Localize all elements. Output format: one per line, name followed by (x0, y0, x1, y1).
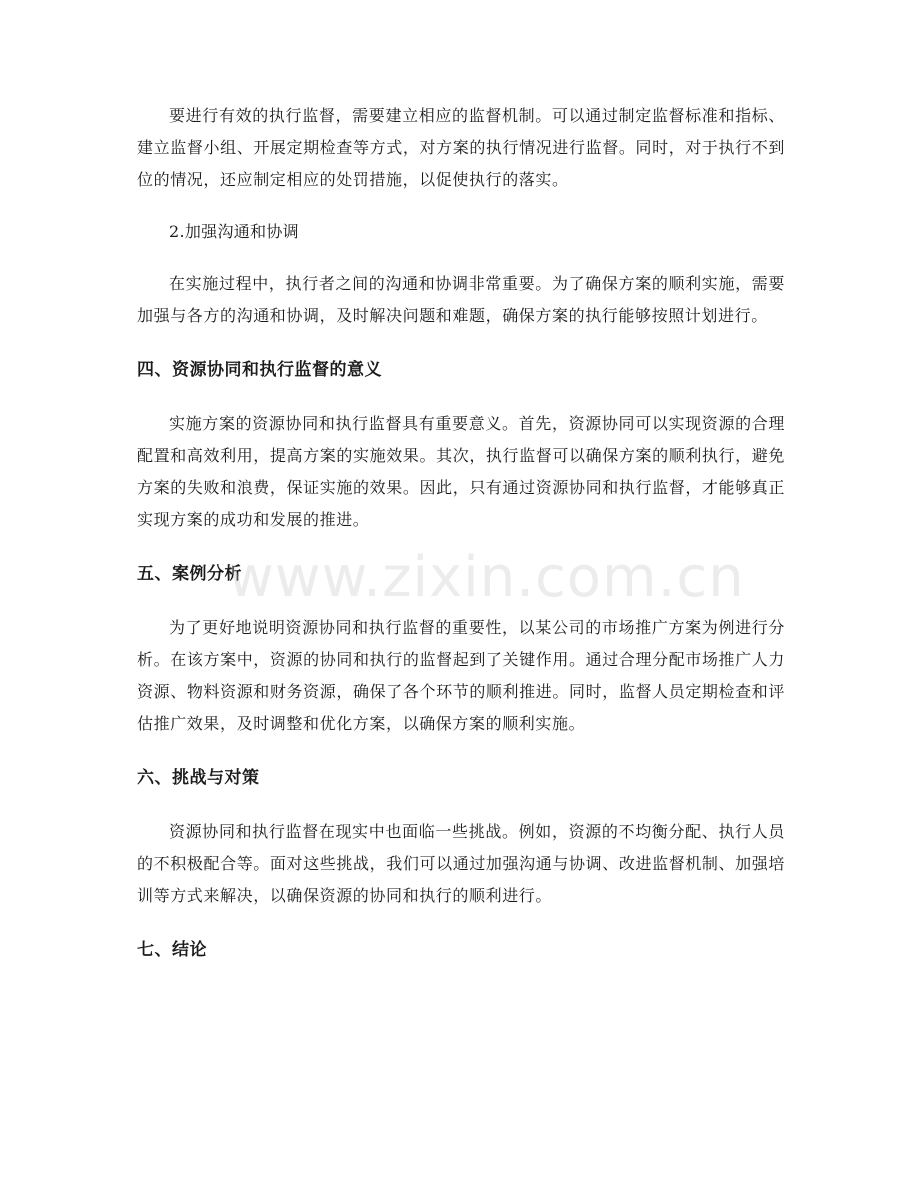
heading-case-study: 五、案例分析 (137, 564, 242, 584)
paragraph-challenges: 资源协同和执行监督在现实中也面临一些挑战。例如，资源的不均衡分配、执行人员的不积极配合等。面对这些挑战，我们可以通过加强沟通与协调、改进监督机制、加强培训等方式来解决，以确保资源的协同和执行的顺利进行。 (137, 822, 785, 905)
subheading-communication: 2.加强沟通和协调 (169, 222, 299, 241)
paragraph-case-study: 为了更好地说明资源协同和执行监督的重要性，以某公司的市场推广方案为例进行分析。在该方案中，资源的协同和执行的监督起到了关键作用。通过合理分配市场推广人力资源、物料资源和财务资源，确保了各个环节的顺利推进。同时，监督人员定期检查和评估推广效果，及时调整和优化方案，以确保方案的顺利实施。 (137, 618, 785, 733)
paragraph-significance: 实施方案的资源协同和执行监督具有重要意义。首先，资源协同可以实现资源的合理配置和高效利用，提高方案的实施效果。其次，执行监督可以确保方案的顺利执行，避免方案的失败和浪费，保证实施的效果。因此，只有通过资源协同和执行监督，才能够真正实现方案的成功和发展的推进。 (137, 414, 785, 529)
paragraph-communication: 在实施过程中，执行者之间的沟通和协调非常重要。为了确保方案的顺利实施，需要加强与各方的沟通和协调，及时解决问题和难题，确保方案的执行能够按照计划进行。 (137, 274, 785, 325)
watermark-text: www.zixin.com.cn (228, 545, 745, 610)
heading-significance: 四、资源协同和执行监督的意义 (137, 360, 382, 380)
document-body (137, 100, 785, 966)
paragraph-supervision-mechanism: 要进行有效的执行监督，需要建立相应的监督机制。可以通过制定监督标准和指标、建立监督小组、开展定期检查等方式，对方案的执行情况进行监督。同时，对于执行不到位的情况，还应制定相应的处罚措施，以促使执行的落实。 (137, 106, 785, 189)
heading-challenges: 六、挑战与对策 (137, 768, 260, 788)
heading-conclusion: 七、结论 (137, 940, 207, 960)
